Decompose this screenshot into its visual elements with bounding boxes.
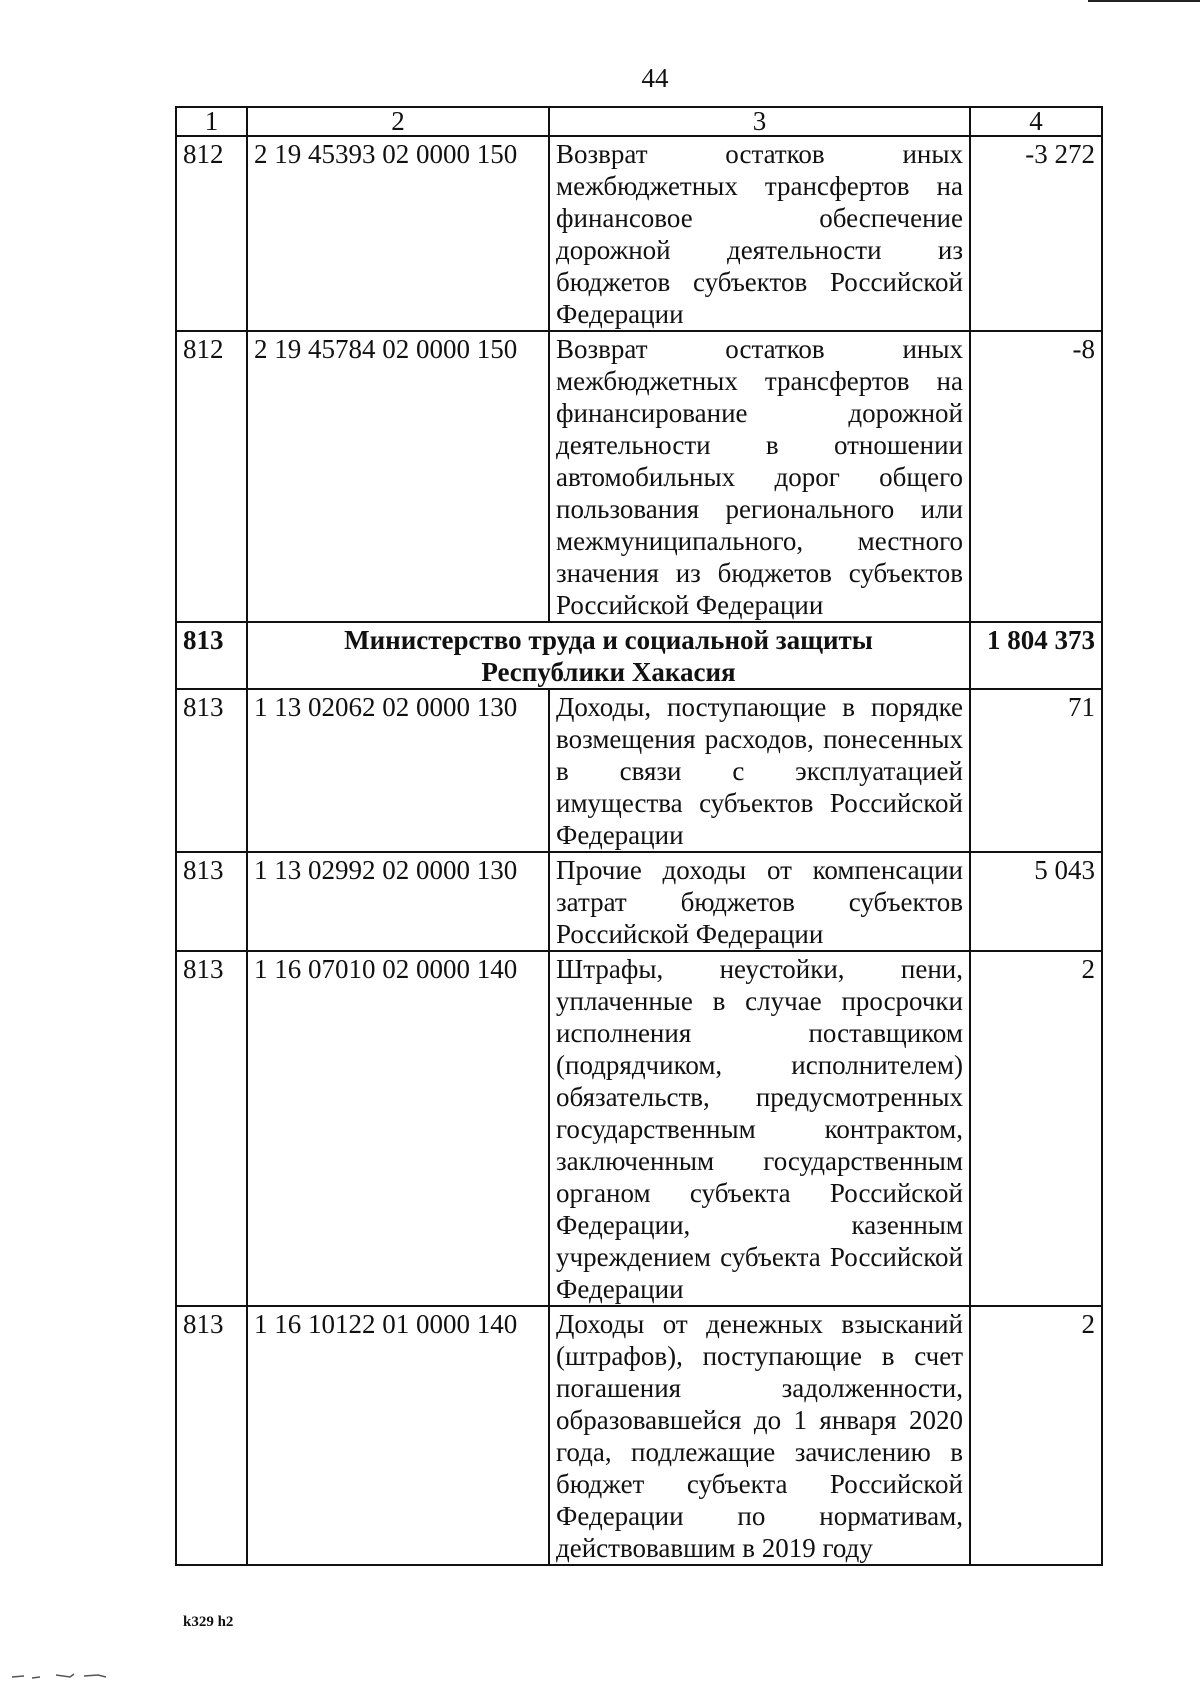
amount-cell: 71 bbox=[970, 689, 1102, 852]
department-name-line: Республики Хакасия bbox=[481, 657, 736, 687]
table-row bbox=[176, 951, 1102, 1306]
department-row bbox=[176, 622, 1102, 689]
description-cell: Прочие доходы от компенсации затрат бюджетов субъектов Российской Федерации bbox=[549, 852, 970, 951]
description-cell: Возврат остатков иных межбюджетных трансфертов на финансовое обеспечение дорожной деятельности из бюджетов субъектов Российской Федерации bbox=[549, 136, 970, 331]
admin-code-cell: 812 bbox=[176, 136, 247, 331]
department-name-line: Министерство труда и социальной защиты bbox=[344, 625, 873, 655]
department-name-cell bbox=[247, 622, 970, 689]
table-row bbox=[176, 331, 1102, 622]
admin-code-cell: 813 bbox=[176, 689, 247, 852]
budget-code-cell: 1 13 02992 02 0000 130 bbox=[247, 852, 549, 951]
budget-code-cell: 2 19 45393 02 0000 150 bbox=[247, 136, 549, 331]
admin-code-cell: 813 bbox=[176, 951, 247, 1306]
admin-code-cell: 813 bbox=[176, 852, 247, 951]
footer-document-code: k329 h2 bbox=[183, 1614, 234, 1630]
department-code-cell: 813 bbox=[176, 622, 247, 689]
budget-code-cell: 1 16 10122 01 0000 140 bbox=[247, 1306, 549, 1565]
amount-cell: 2 bbox=[970, 951, 1102, 1306]
budget-code-cell: 1 16 07010 02 0000 140 bbox=[247, 951, 549, 1306]
table-row bbox=[176, 1306, 1102, 1565]
description-cell: Доходы, поступающие в порядке возмещения расходов, понесенных в связи с эксплуатацией имущества субъектов Российской Федерации bbox=[549, 689, 970, 852]
column-header: 2 bbox=[247, 107, 549, 136]
amount-cell: -3 272 bbox=[970, 136, 1102, 331]
admin-code-cell: 813 bbox=[176, 1306, 247, 1565]
table-row bbox=[176, 136, 1102, 331]
description-cell: Штрафы, неустойки, пени, уплаченные в случае просрочки исполнения поставщиком (подрядчиком, исполнителем) обязательств, предусмотренных государственным контрактом, заключенным государственным органом субъекта Российской Федерации, казенным учреждением субъекта Российской Федерации bbox=[549, 951, 970, 1306]
description-cell: Возврат остатков иных межбюджетных трансфертов на финансирование дорожной деятельности в отношении автомобильных дорог общего пользования регионального или межмуниципального, местного значения из бюджетов субъектов Российской Федерации bbox=[549, 331, 970, 622]
revenue-table bbox=[175, 106, 1103, 1566]
budget-code-cell: 1 13 02062 02 0000 130 bbox=[247, 689, 549, 852]
budget-code-cell: 2 19 45784 02 0000 150 bbox=[247, 331, 549, 622]
admin-code-cell: 812 bbox=[176, 331, 247, 622]
top-edge-rule bbox=[1088, 0, 1200, 2]
page-number: 44 bbox=[641, 63, 669, 93]
amount-cell: 2 bbox=[970, 1306, 1102, 1565]
scan-noise-marks bbox=[10, 1668, 110, 1680]
column-header: 4 bbox=[970, 107, 1102, 136]
column-header: 3 bbox=[549, 107, 970, 136]
amount-cell: 5 043 bbox=[970, 852, 1102, 951]
column-header: 1 bbox=[176, 107, 247, 136]
department-total-cell: 1 804 373 bbox=[970, 622, 1102, 689]
table-row bbox=[176, 689, 1102, 852]
description-cell: Доходы от денежных взысканий (штрафов), поступающие в счет погашения задолженности, образовавшейся до 1 января 2020 года, подлежащие зачислению в бюджет субъекта Российской Федерации по нормативам, действовавшим в 2019 году bbox=[549, 1306, 970, 1565]
amount-cell: -8 bbox=[970, 331, 1102, 622]
table-row bbox=[176, 852, 1102, 951]
table-header-row bbox=[176, 107, 1102, 136]
